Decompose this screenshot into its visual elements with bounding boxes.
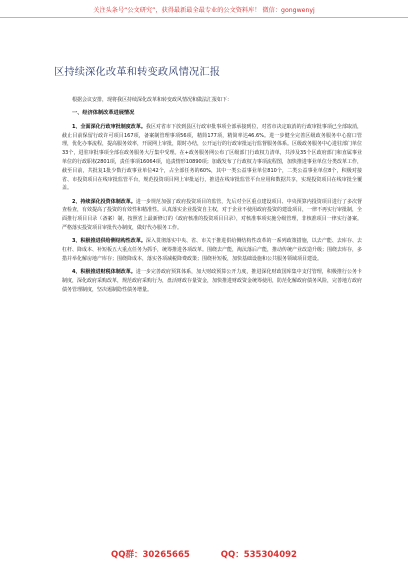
footer-qq: QQ：535304092 bbox=[220, 550, 297, 560]
banner-text: 关注头条号“公文研究”，获得最新最全最专业的公文资料库！ bbox=[93, 7, 261, 14]
footer-qq-group: QQ群：30265665 bbox=[111, 550, 190, 560]
paragraph-3-text: 深入贯彻落实中央、省、市关于推进供给侧结构性改革的一系列政策措施，以去产能、去库存、去杠杆、降成本、补短板五大重点任务为抓手，统筹推进各项改革。围绕去产能，淘汰落后产能，推动传统产业改造升级；围绕去库存，多措并举化解房地产库存；围绕降成本，落实各项减税降费政策；围绕补短板，加快基础设施和公共服务领域项目建设。 bbox=[62, 238, 363, 262]
paragraph-1-text: 我区对省市下放到县区行政审批事项全部承接到位，对省市决定取消的行政审批事项已全部取消，截止目前保留行政许可项目167项，备案制管理事项56项，精简177项，精简率达46.6%。进一步健全完善区级政务服务中心窗口管理，优化办事流程，提高服务效率，开展网上审批，限时办结，公开运行的行政审批运行监督服务体系。区级政务服务中心进驻部门单位33个，进驻审批事项全部在政务服务大厅集中受理。在+政务服务网公布了区级部门行政权力清单，共涉及35个区政府部门和直属事业单位的行政职权2801项，责任事项16064项，追责情形10890项；加载发布了行政权力事项流程图，加快推进事业单位分类改革工作，截至目前，共批复1批少数行政事业单位42个，占全部任务的60%，其中一类公益事业单位810个，二类公益事业单位8个，积极对接省、市投资项目在线审批监管平台，规范投资项目网上审批运行，推进在线审批监管平台应用和数据共享，实现投资项目在线审批全覆盖。 bbox=[62, 123, 363, 192]
section-heading-1: 一、经济体制改革进展情况 bbox=[72, 110, 135, 117]
banner-wechat: 微信：gongwenyj bbox=[262, 7, 315, 14]
paragraph-2-lead: 2、持续深化投资体制改革。 bbox=[72, 198, 136, 205]
paragraph-2 bbox=[62, 198, 362, 233]
paragraph-1 bbox=[62, 123, 362, 193]
top-banner bbox=[0, 6, 408, 18]
paragraph-4-text: 进一步完善政府预算体系，加大财政预算公开力度，推进深化财政国库集中支付管理，积极推行公务卡制度，深化政府采购改革，规范政府采购行为，盘活财政存量资金，加快推进财政资金统筹使用，防范化解政府债务风险，完善地方政府债务管理制度，坚决遏制隐性债务增量。 bbox=[62, 269, 363, 293]
paragraph-4-lead: 4、积极推进财税体制改革。 bbox=[72, 269, 136, 276]
paragraph-2-text: 进一步规范加强了政府投资项目的监管，先后对全区重点建设项目、中央预算内投资项目进行了多次督查检查，有效提高了投资的有效性和精准性。认真落实企业投资自主权，对于企业不使用政府投资的建设项目，一律不再实行审批制，全面推行项目目录（备案）制，按照省上最新修订的《政府核准的投资项目目录》，对核准事项实施分级管理，非核准项目一律实行备案。严格落实投资项目审批代办制度，做好代办服务工作。 bbox=[62, 198, 363, 232]
intro-paragraph: 根据会议安排，现将我区持续深化改革和转变政风情况和做法汇报如下： bbox=[72, 97, 233, 103]
paragraph-1-lead: 1、全面深化行政审批制度改革。 bbox=[72, 123, 146, 130]
document-body bbox=[62, 96, 362, 295]
paragraph-3 bbox=[62, 237, 362, 263]
paragraph-3-lead: 3、积极推进供给侧结构性改革。 bbox=[72, 238, 146, 245]
footer-contact bbox=[0, 549, 408, 561]
paragraph-4 bbox=[62, 268, 362, 294]
document-title: 区持续深化改革和转变政风情况汇报 bbox=[54, 67, 221, 78]
